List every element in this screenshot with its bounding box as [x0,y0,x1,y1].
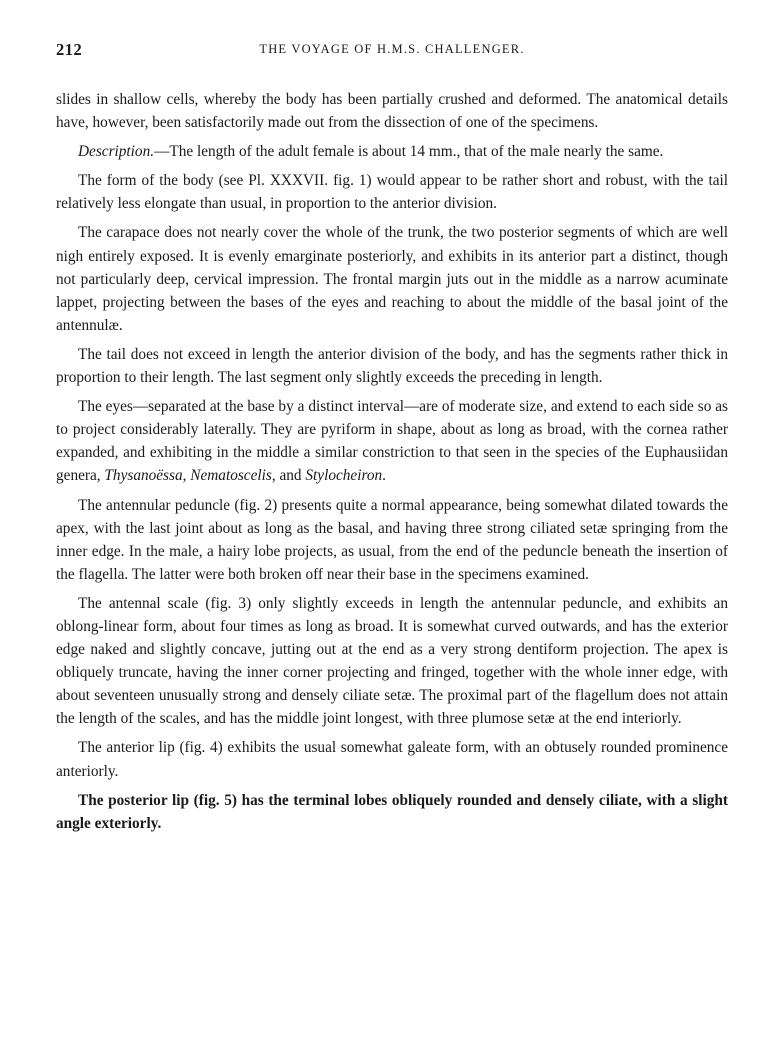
paragraph-tail [56,343,728,389]
separator: , [182,467,191,485]
paragraph-continuation [56,88,728,134]
paragraph-posterior-lip [56,789,728,835]
paragraph-anterior-lip [56,736,728,782]
section-lead: Description. [78,143,155,161]
paragraph-text: The form of the body (see Pl. XXXVII. fig. 1) would appear to be rather short and robust, with the tail relatively less elongate than usual, in proportion to the anterior division. [56,172,728,213]
genus-name: Stylocheiron [305,467,383,485]
paragraph-text: The posterior lip (fig. 5) has the terminal lobes obliquely rounded and densely ciliate, with a slight angle exteriorly. [56,791,728,832]
paragraph-carapace [56,221,728,336]
paragraph-text: —The length of the adult female is about 14 mm., that of the male nearly the same. [154,143,664,161]
body-text [56,88,728,841]
paragraph-text: The antennular peduncle (fig. 2) presents quite a normal appearance, being somewhat dilated towards the apex, with the last joint about as long as the basal, and having three strong ciliated setæ springing from the inner edge. In the male, a hairy lobe projects, as usual, from the end of the peduncle beneath the insertion of the flagella. The latter were both broken off near their base in the specimens examined. [56,496,728,583]
paragraph-description [56,140,728,163]
paragraph-text: The eyes—separated at the base by a distinct interval—are of moderate size, and extend to each side so as to project considerably laterally. They are pyriform in shape, about as long as broad, with the cornea rather expanded, and exhibiting in the middle a similar constriction to that seen in the species of the Euphausiidan genera, [56,398,728,485]
paragraph-antennal-scale [56,592,728,731]
separator: , and [271,467,306,485]
paragraph-body-form [56,169,728,215]
paragraph-text: . [382,467,386,485]
page-header [56,40,728,64]
paragraph-antennular-peduncle [56,494,728,586]
page-number: 212 [56,40,83,59]
genus-name: Nematoscelis [190,467,272,485]
paragraph-text: The antennal scale (fig. 3) only slightly exceeds in length the antennular peduncle, and exhibits an oblong-linear form, about four times as long as broad. It is somewhat curved outwards, and has the exterior edge naked and slightly concave, jutting out at the end as a very strong dentiform projection. The apex is obliquely truncate, having the inner corner projecting and fringed, together with the whole inner edge, with about seventeen unusually strong and densely ciliate setæ. The proximal part of the flagellum does not attain the length of the scales, and has the middle joint longest, with three plumose setæ at the end interiorly. [56,594,728,728]
paragraph-text: The carapace does not nearly cover the whole of the trunk, the two posterior segments of which are well nigh entirely exposed. It is evenly emarginate posteriorly, and exhibits in its anterior part a distinct, though not particularly deep, cervical impression. The frontal margin juts out in the middle as a narrow acuminate lappet, projecting between the bases of the eyes and reaching to about the middle of the basal joint of the antennulæ. [56,224,728,334]
paragraph-text: The tail does not exceed in length the anterior division of the body, and has the segments rather thick in proportion to their length. The last segment only slightly exceeds the preceding in length. [56,345,728,387]
paragraph-eyes [56,395,728,487]
paragraph-text: The anterior lip (fig. 4) exhibits the usual somewhat galeate form, with an obtusely rounded prominence anteriorly. [56,739,728,780]
paragraph-text: slides in shallow cells, whereby the body has been partially crushed and deformed. The anatomical details have, however, been satisfactorily made out from the dissection of one of the specimens. [56,91,728,132]
genus-name: Thysanoëssa [104,467,183,485]
running-title: THE VOYAGE OF H.M.S. CHALLENGER. [259,42,525,56]
